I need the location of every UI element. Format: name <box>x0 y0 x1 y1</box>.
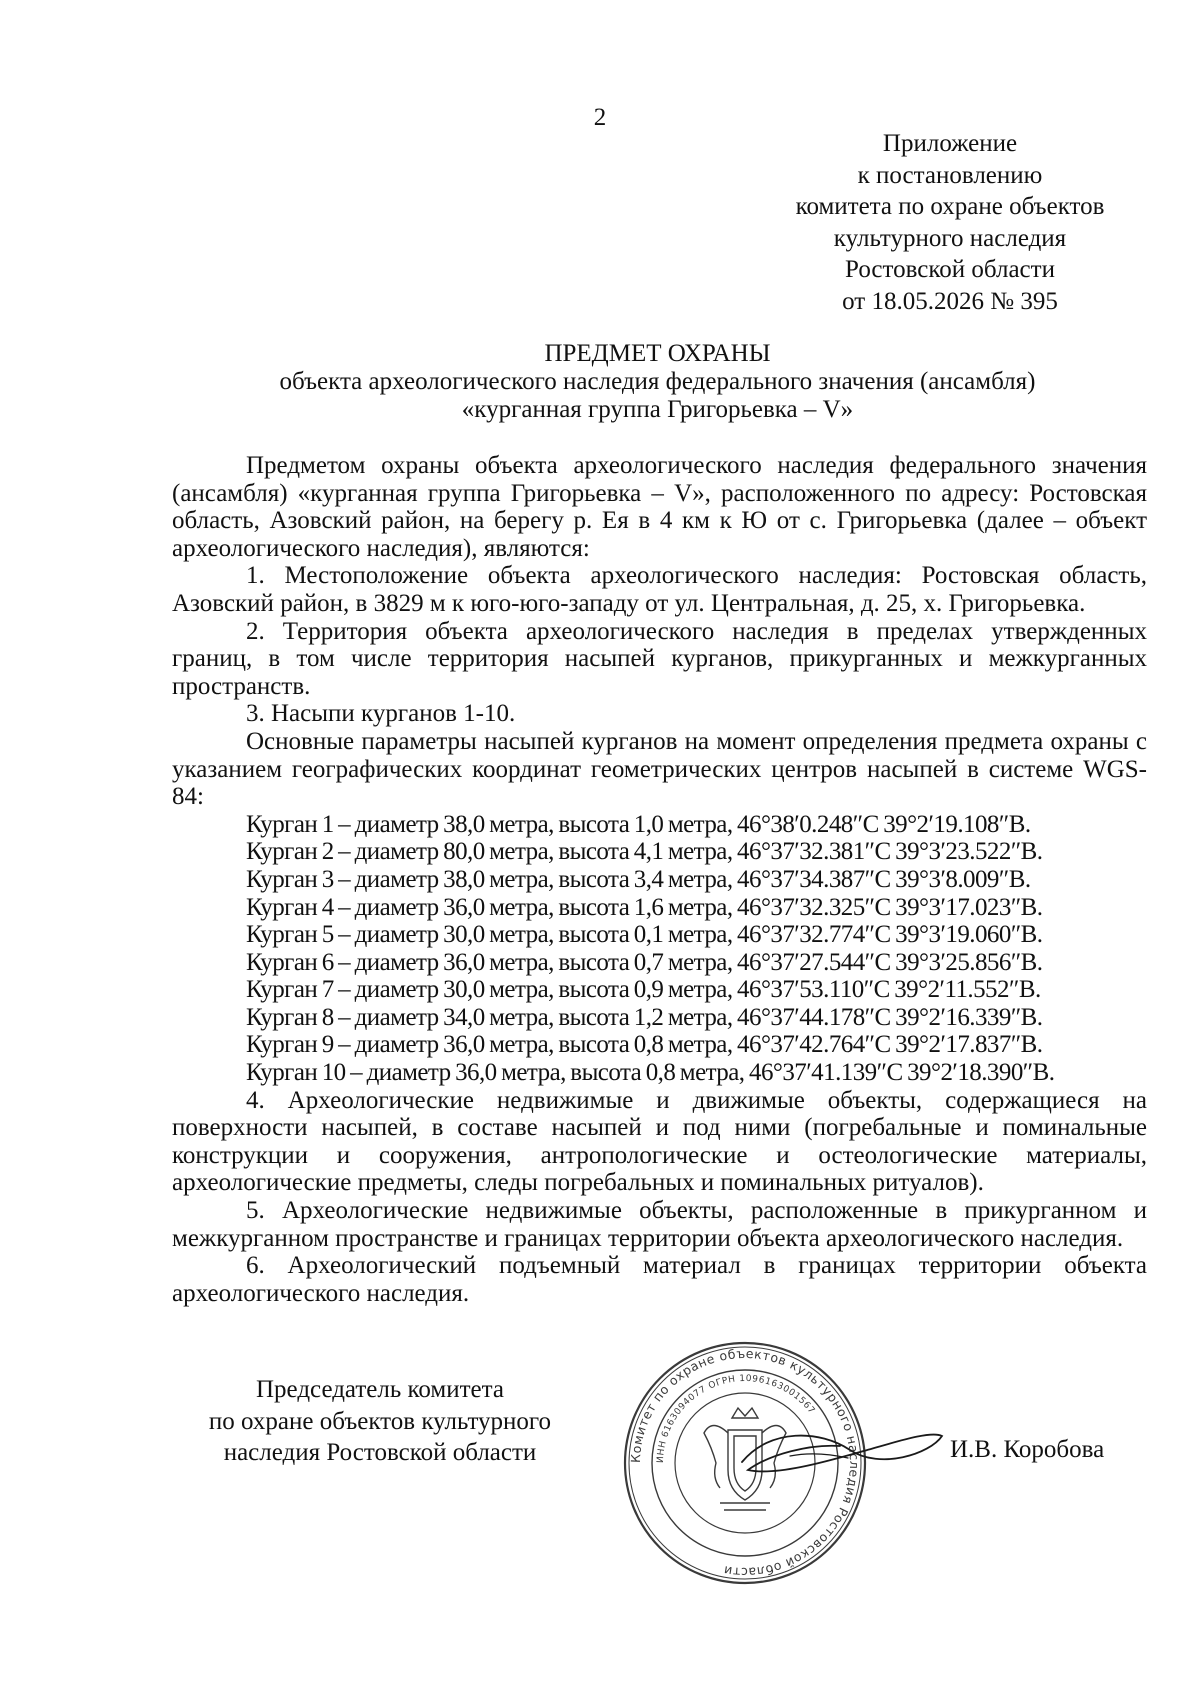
mound-entry: Курган 1 – диаметр 38,0 метра, высота 1,0 метра, 46°38′0.248″С 39°2′19.108″В. <box>246 810 1031 838</box>
title-heading: ПРЕДМЕТ ОХРАНЫ <box>544 340 771 367</box>
document-title <box>170 340 1145 424</box>
mound-entry: Курган 5 – диаметр 30,0 метра, высота 0,1 метра, 46°37′32.774″С 39°3′19.060″В. <box>246 921 1043 949</box>
seal-outer-text: Комитет по охране объектов культурного наследия Ростовской области <box>627 1345 863 1581</box>
item-surface-material: 6. Археологический подъемный материал в границах территории объекта археологического наследия. <box>172 1252 1147 1307</box>
item-territory: 2. Территория объекта археологического наследия в пределах утвержденных границ, в том числе территория насыпей курганов, прикурганных и межкурганных пространств. <box>172 617 1147 700</box>
handwritten-signature-icon <box>730 1410 950 1490</box>
title-line: объекта археологического наследия федерального значения (ансамбля) <box>279 368 1036 395</box>
appendix-header <box>740 128 1160 318</box>
appendix-line: Приложение <box>882 130 1018 157</box>
appendix-line: от 18.05.2026 № 395 <box>842 287 1058 315</box>
mound-entry: Курган 9 – диаметр 36,0 метра, высота 0,8 метра, 46°37′42.764″С 39°2′17.837″В. <box>246 1031 1043 1059</box>
seal-inner-text: ИНН 6163094077 ОГРН 1096163001567 <box>655 1373 817 1464</box>
item-mounds: 3. Насыпи курганов 1-10. <box>246 700 516 728</box>
position-line: Председатель комитета <box>256 1376 504 1403</box>
mound-entry: Курган 3 – диаметр 38,0 метра, высота 3,4 метра, 46°37′34.387″С 39°3′8.009″В. <box>246 865 1031 893</box>
appendix-line: культурного наследия <box>833 224 1067 252</box>
item-immovable-objects: 5. Археологические недвижимые объекты, расположенные в прикурганном и межкурганном пространстве и границах территории объекта археологического наследия. <box>172 1197 1147 1252</box>
appendix-line: Ростовской области <box>845 256 1055 284</box>
mound-list <box>172 811 1147 1087</box>
item-objects: 4. Археологические недвижимые и движимые объекты, содержащиеся на поверхности насыпей, в составе насыпей и под ними (погребальные и поминальные конструкции и сооружения, антропологические и остеологические материалы, археологические предметы, следы погребальных и поминальных ритуалов). <box>172 1086 1147 1197</box>
appendix-line: комитета по охране объектов <box>795 193 1105 221</box>
item-location: 1. Местоположение объекта археологического наследия: Ростовская область, Азовский район, в 3829 м к юго-юго-западу от ул. Центральная, д. 25, х. Григорьевка. <box>172 562 1147 617</box>
position-line: наследия Ростовской области <box>223 1439 537 1467</box>
title-line: «курганная группа Григорьевка – V» <box>461 396 854 423</box>
appendix-line: к постановлению <box>857 161 1043 189</box>
intro-paragraph: Предметом охраны объекта археологического наследия федерального значения (ансамбля) «курганная группа Григорьевка – V», расположенного по адресу: Ростовская область, Азовский район, на берегу р. Ея в 4 км к Ю от с. Григорьевка (далее – объект археологического наследия), являются: <box>172 452 1147 562</box>
mound-entry: Курган 7 – диаметр 30,0 метра, высота 0,9 метра, 46°37′53.110″С 39°2′11.552″В. <box>246 976 1041 1004</box>
params-paragraph: Основные параметры насыпей курганов на момент определения предмета охраны с указанием географических координат геометрических центров насыпей в системе WGS-84: <box>172 727 1147 811</box>
mound-entry: Курган 8 – диаметр 34,0 метра, высота 1,2 метра, 46°37′44.178″С 39°2′16.339″В. <box>246 1003 1043 1031</box>
signer-name: И.В. Коробова <box>950 1436 1105 1463</box>
signatory-position <box>170 1374 590 1469</box>
mound-entry: Курган 4 – диаметр 36,0 метра, высота 1,6 метра, 46°37′32.325″С 39°3′17.023″В. <box>246 893 1043 921</box>
page-number: 2 <box>593 104 607 131</box>
document-body <box>172 452 1147 1307</box>
mound-entry: Курган 2 – диаметр 80,0 метра, высота 4,1 метра, 46°37′32.381″С 39°3′23.522″В. <box>246 838 1043 866</box>
mound-entry: Курган 10 – диаметр 36,0 метра, высота 0,8 метра, 46°37′41.139″С 39°2′18.390″В. <box>246 1059 1055 1087</box>
position-line: по охране объектов культурного <box>208 1407 552 1435</box>
mound-entry: Курган 6 – диаметр 36,0 метра, высота 0,7 метра, 46°37′27.544″С 39°3′25.856″В. <box>246 948 1043 976</box>
